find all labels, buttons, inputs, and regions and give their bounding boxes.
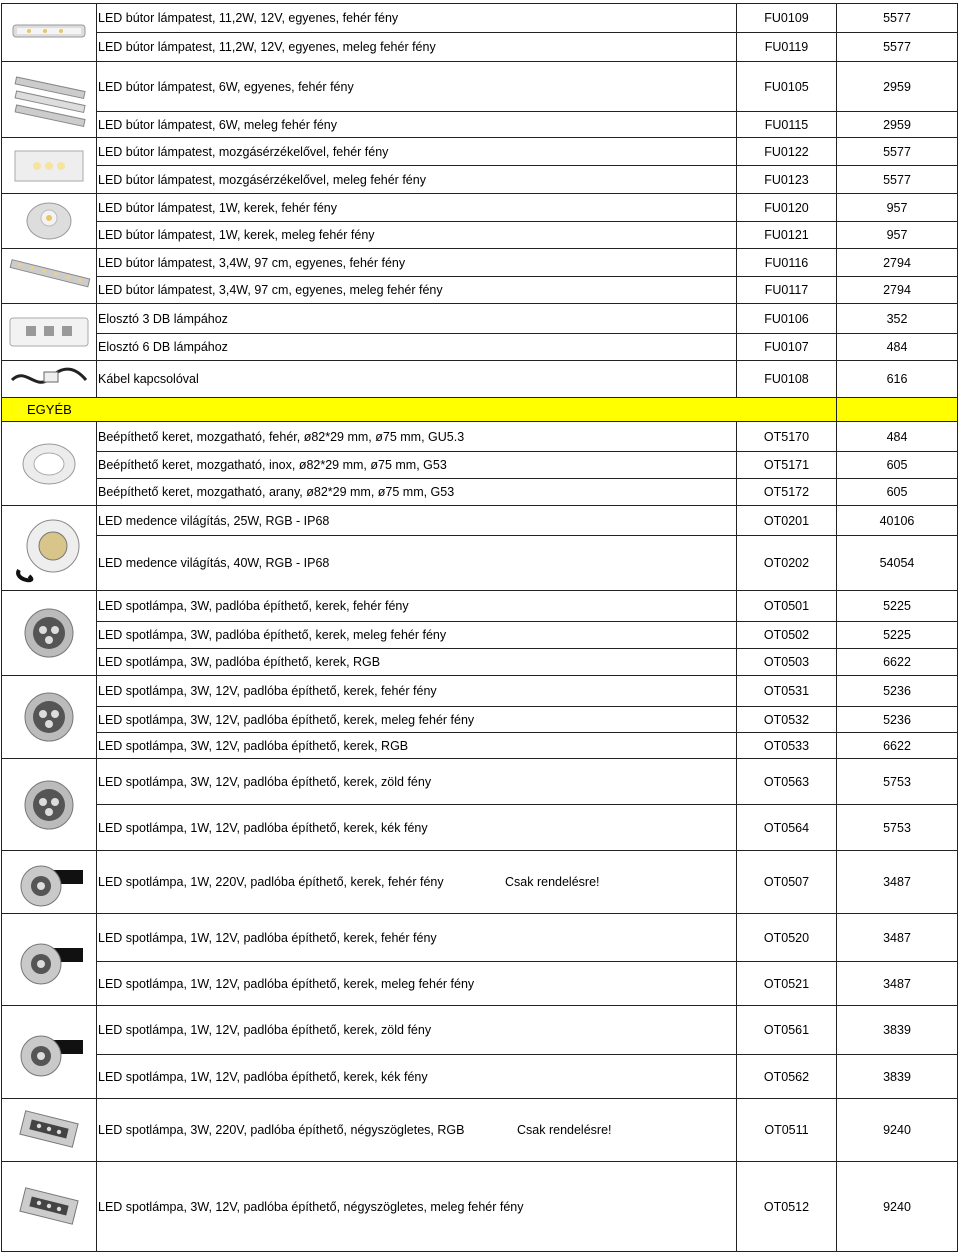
product-price: 957 (837, 222, 958, 249)
product-description-cell (97, 222, 737, 249)
product-code: OT5171 (737, 452, 837, 479)
product-code: FU0116 (737, 249, 837, 277)
product-price: 5236 (837, 676, 958, 707)
table-row (2, 962, 958, 1006)
product-description: Beépíthető keret, mozgatható, fehér, ø82*29 mm, ø75 mm, GU5.3 (98, 429, 465, 444)
product-code: OT0507 (737, 851, 837, 914)
product-price: 6622 (837, 733, 958, 759)
product-code: FU0117 (737, 277, 837, 304)
product-description: LED spotlámpa, 3W, 12V, padlóba építhető, kerek, meleg fehér fény (98, 712, 475, 727)
product-description: LED medence világítás, 40W, RGB - IP68 (98, 556, 330, 570)
table-row (2, 759, 958, 805)
product-description-cell (97, 138, 737, 166)
product-price: 3487 (837, 851, 958, 914)
table-row (2, 676, 958, 707)
product-description: Kábel kapcsolóval (98, 372, 199, 386)
product-price: 2794 (837, 277, 958, 304)
product-description-cell (97, 536, 737, 591)
product-description: Beépíthető keret, mozgatható, arany, ø82*29 mm, ø75 mm, G53 (98, 485, 455, 499)
order-only-note: Csak rendelésre! (505, 875, 600, 889)
table-row (2, 506, 958, 536)
product-price: 5225 (837, 591, 958, 622)
product-image (2, 361, 97, 398)
price-table (1, 3, 958, 1252)
product-description: LED spotlámpa, 3W, 12V, padlóba építhető, kerek, RGB (98, 738, 409, 753)
product-price: 5753 (837, 759, 958, 805)
product-code: OT0533 (737, 733, 837, 759)
product-price: 9240 (837, 1099, 958, 1162)
table-row (2, 914, 958, 962)
product-code: OT0501 (737, 591, 837, 622)
table-row (2, 361, 958, 398)
product-price: 5236 (837, 707, 958, 733)
table-row (2, 166, 958, 194)
product-price: 5577 (837, 138, 958, 166)
product-description: Elosztó 6 DB lámpához (98, 340, 228, 354)
table-row (2, 62, 958, 112)
table-row (2, 422, 958, 452)
product-description: LED bútor lámpatest, 11,2W, 12V, egyenes, fehér fény (98, 11, 399, 25)
product-description-cell (97, 649, 737, 676)
product-code: OT0520 (737, 914, 837, 962)
product-price: 616 (837, 361, 958, 398)
product-price: 3839 (837, 1006, 958, 1055)
product-description-cell (97, 506, 737, 536)
product-description: LED spotlámpa, 3W, 12V, padlóba építhető, négyszögletes, meleg fehér fény (98, 1199, 524, 1214)
product-price: 9240 (837, 1162, 958, 1252)
product-price: 2959 (837, 62, 958, 112)
table-row (2, 479, 958, 506)
product-price: 6622 (837, 649, 958, 676)
product-description: Elosztó 3 DB lámpához (98, 311, 228, 326)
product-description-cell (97, 62, 737, 112)
section-empty-cell (837, 398, 958, 422)
product-image (2, 914, 97, 1006)
product-image (2, 194, 97, 249)
product-code: FU0105 (737, 62, 837, 112)
product-description: LED spotlámpa, 3W, 12V, padlóba építhető, kerek, zöld fény (98, 774, 432, 789)
product-description: LED spotlámpa, 3W, 12V, padlóba építhető, kerek, fehér fény (98, 684, 437, 698)
product-image (2, 591, 97, 676)
product-description-cell (97, 33, 737, 62)
product-description-cell (97, 591, 737, 622)
product-code: FU0115 (737, 112, 837, 138)
product-image (2, 62, 97, 138)
product-description-cell (97, 805, 737, 851)
product-price: 3487 (837, 962, 958, 1006)
product-description-cell (97, 304, 737, 334)
table-row (2, 622, 958, 649)
product-description: LED spotlámpa, 1W, 12V, padlóba építhető, kerek, meleg fehér fény (98, 976, 475, 991)
product-description-cell (97, 759, 737, 805)
table-row (2, 452, 958, 479)
product-price: 484 (837, 334, 958, 361)
table-row (2, 1055, 958, 1099)
product-description: LED spotlámpa, 1W, 12V, padlóba építhető, kerek, fehér fény (98, 930, 437, 945)
product-description-cell (97, 277, 737, 304)
product-code: FU0107 (737, 334, 837, 361)
product-description: Beépíthető keret, mozgatható, inox, ø82*29 mm, ø75 mm, G53 (98, 458, 447, 472)
product-price: 5753 (837, 805, 958, 851)
product-description: LED spotlámpa, 3W, 220V, padlóba építhető, négyszögletes, RGB (98, 1123, 465, 1137)
product-code: OT0521 (737, 962, 837, 1006)
product-image (2, 1006, 97, 1099)
product-image (2, 1162, 97, 1252)
product-description: LED spotlámpa, 3W, padlóba építhető, kerek, fehér fény (98, 599, 409, 613)
product-price: 605 (837, 452, 958, 479)
table-row (2, 1006, 958, 1055)
table-row (2, 649, 958, 676)
product-code: OT0563 (737, 759, 837, 805)
product-description-cell (97, 962, 737, 1006)
table-row (2, 591, 958, 622)
table-row (2, 249, 958, 277)
product-price: 484 (837, 422, 958, 452)
product-description: LED bútor lámpatest, mozgásérzékelővel, meleg fehér fény (98, 172, 426, 187)
table-row (2, 138, 958, 166)
product-code: FU0106 (737, 304, 837, 334)
product-description-cell (97, 676, 737, 707)
product-description-cell (97, 733, 737, 759)
product-description-cell (97, 622, 737, 649)
product-price: 2959 (837, 112, 958, 138)
product-image (2, 506, 97, 591)
product-description-cell (97, 194, 737, 222)
product-description-cell (97, 361, 737, 398)
product-description-cell (97, 851, 737, 914)
product-description-cell (97, 4, 737, 33)
product-code: OT0564 (737, 805, 837, 851)
product-price: 605 (837, 479, 958, 506)
section-header-row (2, 398, 958, 422)
product-description: LED spotlámpa, 1W, 220V, padlóba építhető, kerek, fehér fény (98, 875, 444, 889)
product-description-cell (97, 112, 737, 138)
table-row (2, 194, 958, 222)
product-description-cell (97, 1099, 737, 1162)
product-description: LED spotlámpa, 1W, 12V, padlóba építhető, kerek, zöld fény (98, 1023, 432, 1037)
product-code: OT0561 (737, 1006, 837, 1055)
table-row (2, 4, 958, 33)
table-row (2, 304, 958, 334)
product-code: OT0202 (737, 536, 837, 591)
product-price: 957 (837, 194, 958, 222)
product-code: FU0109 (737, 4, 837, 33)
product-description: LED spotlámpa, 3W, padlóba építhető, kerek, RGB (98, 655, 381, 669)
product-description: LED bútor lámpatest, 11,2W, 12V, egyenes, meleg fehér fény (98, 40, 436, 54)
product-description-cell (97, 914, 737, 962)
table-row (2, 1099, 958, 1162)
product-description: LED bútor lámpatest, 1W, kerek, meleg fehér fény (98, 228, 375, 242)
product-description-cell (97, 1055, 737, 1099)
table-row (2, 277, 958, 304)
product-code: OT0502 (737, 622, 837, 649)
product-code: OT0512 (737, 1162, 837, 1252)
product-description-cell (97, 249, 737, 277)
product-description: LED bútor lámpatest, 6W, meleg fehér fény (98, 117, 338, 132)
product-image (2, 249, 97, 304)
table-row (2, 733, 958, 759)
product-price: 2794 (837, 249, 958, 277)
product-image (2, 759, 97, 851)
product-code: FU0121 (737, 222, 837, 249)
product-code: FU0120 (737, 194, 837, 222)
table-row (2, 707, 958, 733)
product-description-cell (97, 479, 737, 506)
product-code: OT0503 (737, 649, 837, 676)
product-description: LED spotlámpa, 1W, 12V, padlóba építhető, kerek, kék fény (98, 820, 428, 835)
order-only-note: Csak rendelésre! (517, 1123, 612, 1137)
product-image (2, 851, 97, 914)
product-price: 352 (837, 304, 958, 334)
product-description: LED spotlámpa, 3W, padlóba építhető, kerek, meleg fehér fény (98, 628, 447, 642)
product-description-cell (97, 452, 737, 479)
product-price: 3487 (837, 914, 958, 962)
product-price: 5577 (837, 33, 958, 62)
table-row (2, 33, 958, 62)
product-image (2, 138, 97, 194)
product-code: OT0201 (737, 506, 837, 536)
product-description-cell (97, 1162, 737, 1252)
product-description-cell (97, 166, 737, 194)
product-image (2, 422, 97, 506)
table-row (2, 805, 958, 851)
product-price: 40106 (837, 506, 958, 536)
price-table-body (2, 4, 958, 1252)
product-description-cell (97, 334, 737, 361)
product-description: LED medence világítás, 25W, RGB - IP68 (98, 513, 330, 528)
product-code: OT0511 (737, 1099, 837, 1162)
table-row (2, 536, 958, 591)
product-code: OT0562 (737, 1055, 837, 1099)
product-description-cell (97, 707, 737, 733)
product-price: 3839 (837, 1055, 958, 1099)
table-row (2, 222, 958, 249)
product-image (2, 4, 97, 62)
product-price: 5577 (837, 166, 958, 194)
table-row (2, 851, 958, 914)
product-code: OT0531 (737, 676, 837, 707)
product-code: OT0532 (737, 707, 837, 733)
product-price: 5577 (837, 4, 958, 33)
product-description: LED bútor lámpatest, 3,4W, 97 cm, egyenes, meleg fehér fény (98, 283, 443, 297)
table-row (2, 1162, 958, 1252)
product-price: 5225 (837, 622, 958, 649)
product-code: FU0108 (737, 361, 837, 398)
table-row (2, 334, 958, 361)
product-description: LED bútor lámpatest, mozgásérzékelővel, fehér fény (98, 144, 389, 159)
product-code: OT5170 (737, 422, 837, 452)
product-image (2, 304, 97, 361)
product-description: LED bútor lámpatest, 1W, kerek, fehér fény (98, 200, 338, 215)
product-price: 54054 (837, 536, 958, 591)
product-description-cell (97, 422, 737, 452)
product-code: FU0123 (737, 166, 837, 194)
product-description: LED bútor lámpatest, 3,4W, 97 cm, egyenes, fehér fény (98, 255, 406, 270)
table-row (2, 112, 958, 138)
product-image (2, 676, 97, 759)
product-code: OT5172 (737, 479, 837, 506)
product-description-cell (97, 1006, 737, 1055)
product-image (2, 1099, 97, 1162)
product-description: LED spotlámpa, 1W, 12V, padlóba építhető, kerek, kék fény (98, 1069, 428, 1084)
product-code: FU0119 (737, 33, 837, 62)
section-label: EGYÉB (2, 398, 837, 422)
product-code: FU0122 (737, 138, 837, 166)
product-description: LED bútor lámpatest, 6W, egyenes, fehér fény (98, 79, 354, 94)
